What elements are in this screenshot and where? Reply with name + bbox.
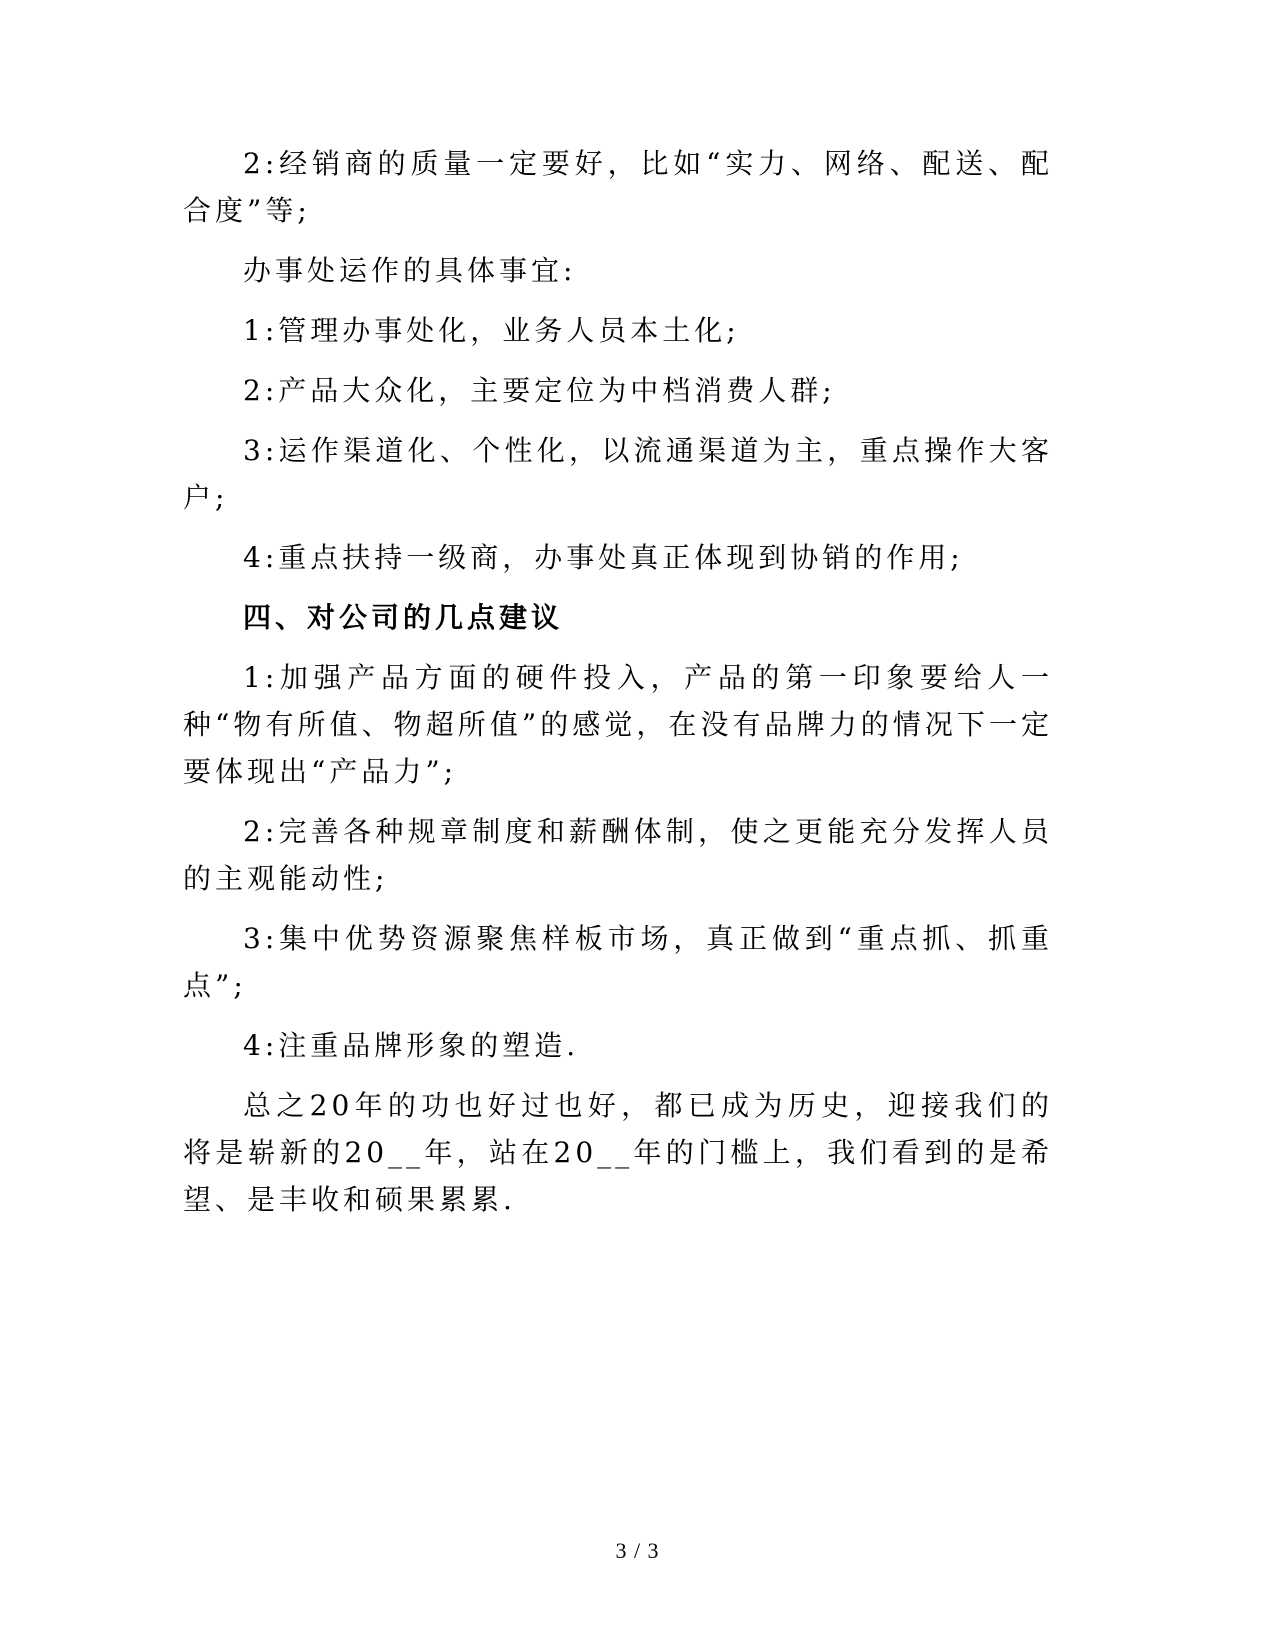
paragraph: 1:管理办事处化，业务人员本土化; (243, 314, 740, 347)
paragraph: 3:集中优势资源聚焦样板市场，真正做到“重点抓、抓重点”; (183, 922, 1053, 1002)
paragraph: 4:重点扶持一级商，办事处真正体现到协销的作用; (243, 541, 964, 574)
paragraph: 1:加强产品方面的硬件投入，产品的第一印象要给人一种“物有所值、物超所值”的感觉，在没有品牌力的情况下一定要体现出“产品力”; (183, 661, 1053, 788)
paragraph: 总之20年的功也好过也好，都已成为历史，迎接我们的将是崭新的20__年，站在20__年的门槛上，我们看到的是希望、是丰收和硕果累累. (183, 1089, 1053, 1216)
paragraph: 4:注重品牌形象的塑造. (243, 1029, 580, 1062)
paragraph: 2:经销商的质量一定要好，比如“实力、网络、配送、配合度”等; (183, 147, 1053, 227)
paragraph: 办事处运作的具体事宜: (243, 254, 577, 287)
paragraph: 2:产品大众化，主要定位为中档消费人群; (243, 374, 836, 407)
paragraph: 3:运作渠道化、个性化，以流通渠道为主，重点操作大客户; (183, 434, 1053, 514)
page-number: 3 / 3 (615, 1538, 660, 1563)
document-body (183, 140, 1053, 1236)
section-heading: 四、对公司的几点建议 (243, 601, 564, 634)
paragraph: 2:完善各种规章制度和薪酬体制，使之更能充分发挥人员的主观能动性; (183, 815, 1053, 895)
